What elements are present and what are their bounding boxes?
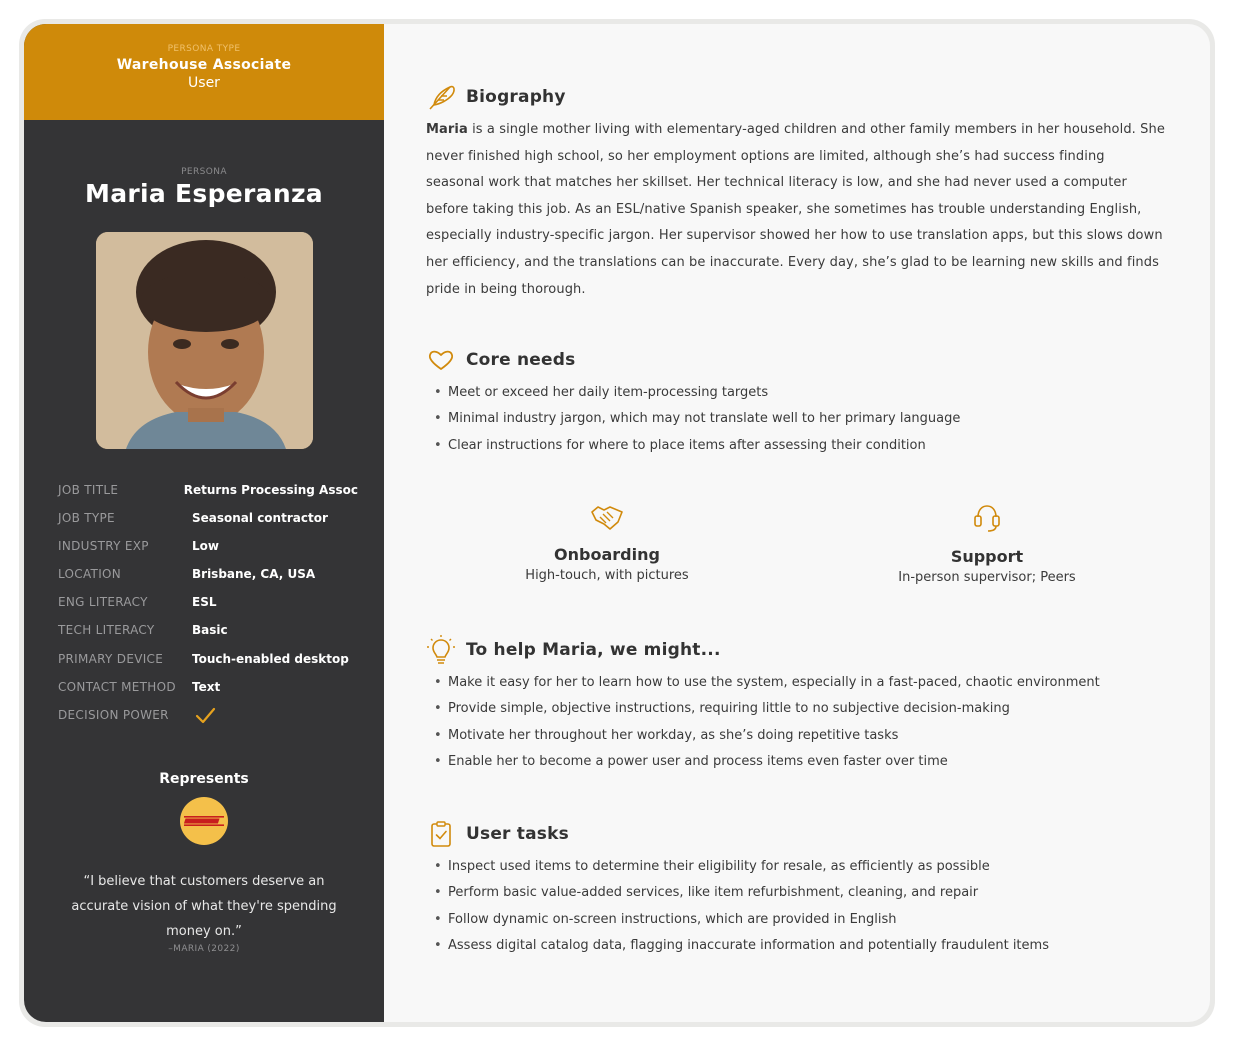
persona-photo-illustration	[96, 232, 313, 449]
persona-photo	[96, 232, 313, 449]
biography-body: is a single mother living with elementary-aged children and other family members in her household. She never finished high school, so her employment options are limited, although she’s had success finding seasonal work that matches her skillset. Her technical literacy is low, and she had never used a computer before taking this job. As an ESL/native Spanish speaker, she sometimes has trouble understanding English, especially industry-specific jargon. Her supervisor showed her how to use translation apps, but this slows down her efficiency, and the translations can be inaccurate. Every day, she’s glad to be learning new skills and finds pride in being thorough.	[426, 122, 1165, 297]
persona-card-inner	[24, 24, 1210, 1022]
attr-value: ESL	[192, 595, 217, 610]
attr-row	[58, 539, 358, 567]
persona-main	[384, 24, 1210, 1022]
list-item: • Motivate her throughout her workday, as she’s doing repetitive tasks	[426, 723, 1166, 749]
attr-value: Touch-enabled desktop	[192, 651, 349, 666]
biography-header	[426, 82, 1166, 112]
attr-row	[58, 623, 358, 651]
list-item: • Make it easy for her to learn how to use the system, especially in a fast-paced, chaotic environment	[426, 670, 1166, 696]
help-list	[426, 670, 1166, 776]
list-item: • Follow dynamic on-screen instructions, which are provided in English	[426, 907, 1166, 933]
attr-key: JOB TITLE	[58, 483, 119, 497]
persona-sidebar	[24, 24, 384, 1022]
tasks-header	[426, 819, 1166, 849]
core-needs-header	[426, 345, 1166, 375]
represents-label: Represents	[159, 770, 249, 787]
list-item: • Inspect used items to determine their eligibility for resale, as efficiently as possible	[426, 854, 1166, 880]
onboarding-sub: High-touch, with pictures	[525, 568, 689, 583]
persona-type-kicker: PERSONA TYPE	[167, 44, 241, 54]
biography-section	[426, 82, 1166, 303]
persona-quote: “I believe that customers deserve an accurate vision of what they're spending money on.”	[71, 873, 337, 939]
persona-attributes	[58, 483, 358, 736]
list-item: • Clear instructions for where to place items after assessing their condition	[426, 433, 1166, 459]
handshake-icon	[477, 502, 737, 536]
check-icon	[194, 706, 216, 727]
attr-key: CONTACT METHOD	[58, 679, 176, 694]
biography-text	[426, 117, 1166, 303]
attr-value	[192, 708, 216, 727]
persona-name: Maria Esperanza	[85, 179, 323, 208]
list-item: • Provide simple, objective instructions, requiring little to no subjective decision-making	[426, 696, 1166, 722]
attr-value: Brisbane, CA, USA	[192, 567, 316, 582]
clipboard-check-icon	[426, 819, 456, 849]
list-item: • Meet or exceed her daily item-processing targets	[426, 380, 1166, 406]
attr-row	[58, 680, 358, 708]
tasks-title: User tasks	[466, 824, 569, 844]
attr-value: Basic	[192, 623, 228, 638]
attr-key: LOCATION	[58, 567, 122, 582]
heart-icon	[426, 345, 456, 375]
support-feature	[857, 502, 1117, 585]
core-needs-section	[426, 345, 1166, 459]
help-section	[426, 635, 1166, 776]
core-needs-title: Core needs	[466, 350, 576, 370]
feather-icon	[426, 82, 456, 112]
attr-row	[58, 708, 358, 736]
help-title: To help Maria, we might...	[466, 640, 721, 660]
persona-quote-attribution: –MARIA (2022)	[168, 943, 240, 954]
attr-value: Returns Processing Assoc	[183, 483, 358, 497]
attr-row	[58, 595, 358, 623]
attr-value: Low	[192, 539, 219, 554]
attr-key: ENG LITERACY	[58, 595, 148, 610]
dhl-logo	[180, 797, 228, 845]
attr-key: INDUSTRY EXP	[58, 539, 149, 554]
attr-value: Seasonal contractor	[192, 511, 328, 526]
attr-value: Text	[192, 679, 221, 694]
attr-key: TECH LITERACY	[58, 623, 155, 638]
attr-row	[58, 483, 358, 511]
attr-row	[58, 652, 358, 680]
onboarding-title: Onboarding	[554, 545, 660, 564]
persona-type-title: Warehouse Associate	[116, 57, 292, 73]
attr-key: JOB TYPE	[58, 511, 115, 526]
list-item: • Enable her to become a power user and process items even faster over time	[426, 749, 1166, 775]
headset-icon	[857, 502, 1117, 538]
core-needs-list	[426, 380, 1166, 459]
attr-key: PRIMARY DEVICE	[58, 651, 164, 666]
list-item: • Minimal industry jargon, which may not translate well to her primary language	[426, 406, 1166, 432]
lightbulb-icon	[426, 635, 456, 665]
attr-row	[58, 511, 358, 539]
persona-card	[19, 19, 1215, 1027]
help-header	[426, 635, 1166, 665]
list-item: • Perform basic value-added services, like item refurbishment, cleaning, and repair	[426, 880, 1166, 906]
attr-row	[58, 567, 358, 595]
biography-name: Maria	[426, 122, 468, 137]
biography-title: Biography	[466, 87, 566, 107]
list-item: • Assess digital catalog data, flagging inaccurate information and potentially fraudulent items	[426, 933, 1166, 959]
support-title: Support	[950, 547, 1024, 566]
dhl-logo-mark	[182, 814, 226, 828]
persona-kicker: PERSONA	[181, 167, 227, 177]
tasks-section	[426, 819, 1166, 960]
persona-type-sub: User	[188, 75, 220, 91]
attr-key: DECISION POWER	[58, 707, 169, 722]
support-sub: In-person supervisor; Peers	[898, 570, 1076, 585]
persona-type-header	[24, 24, 384, 120]
tasks-list	[426, 854, 1166, 960]
onboarding-feature	[477, 502, 737, 583]
